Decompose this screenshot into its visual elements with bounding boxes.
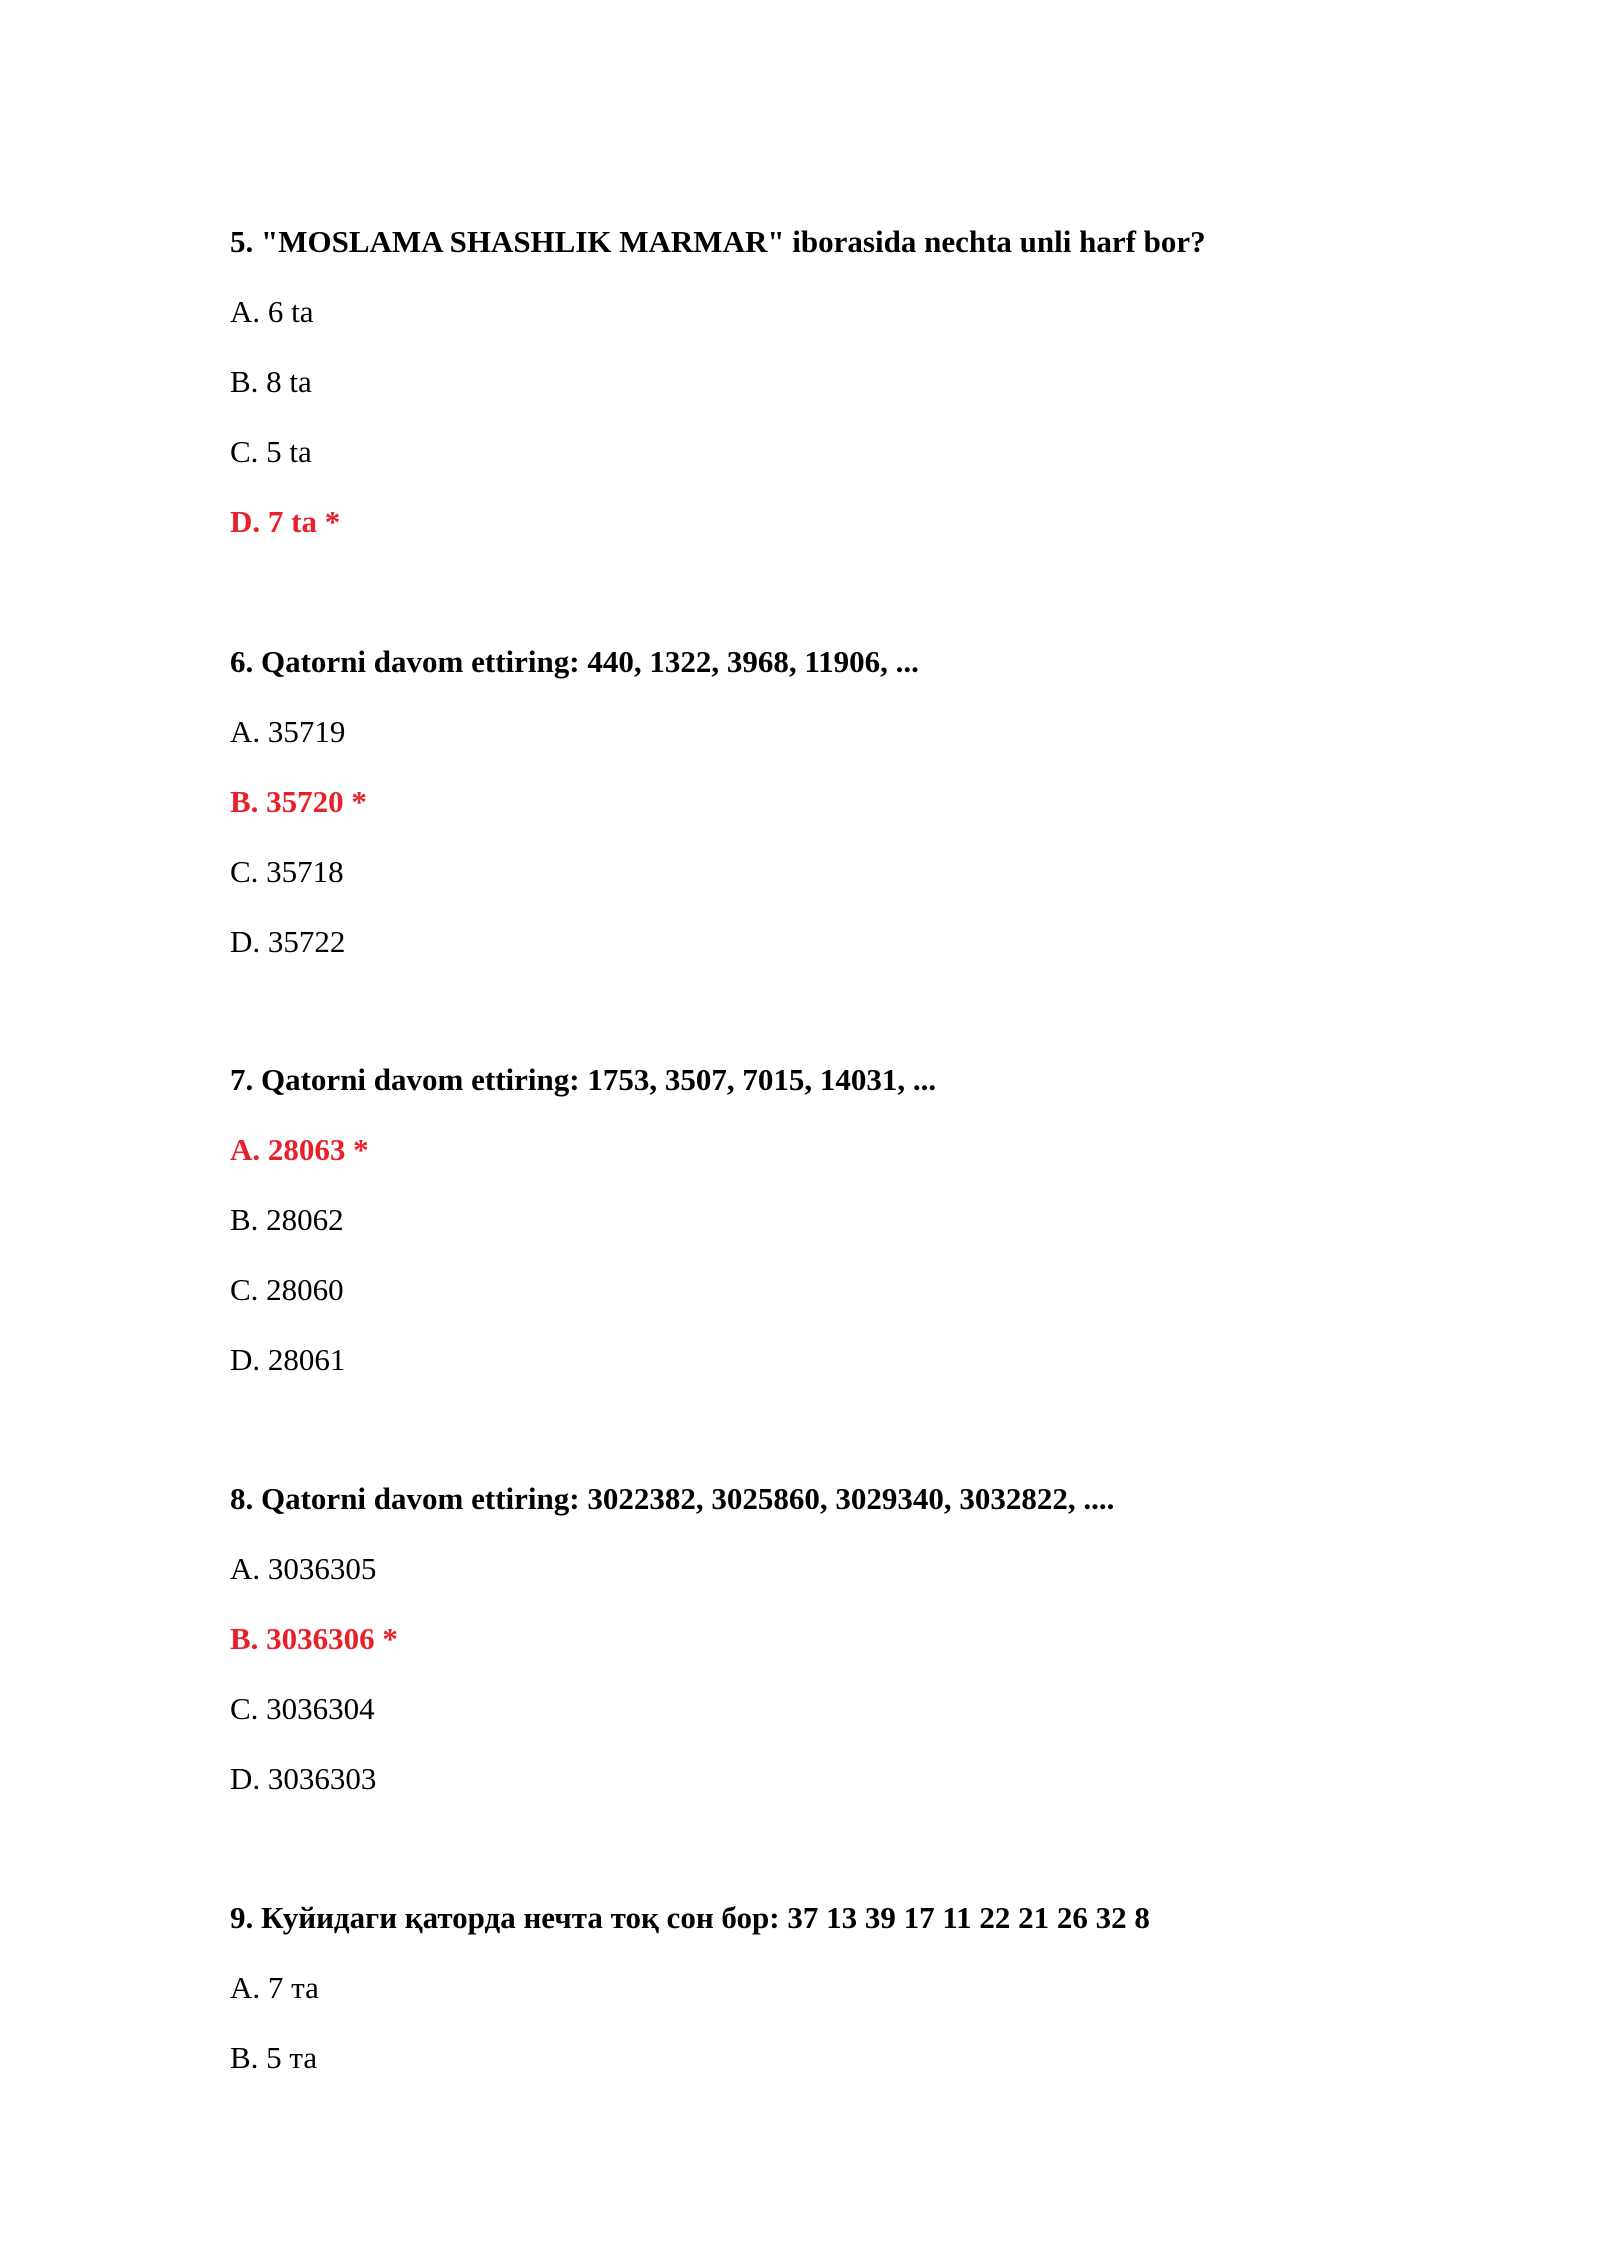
option-c: C. 28060 xyxy=(230,1272,344,1307)
option-b: B. 5 та xyxy=(230,2040,318,2075)
option-b-correct: B. 35720 * xyxy=(230,784,367,819)
question-6 xyxy=(230,644,1490,960)
question-7 xyxy=(230,1062,1490,1378)
question-9 xyxy=(230,1900,1490,2076)
question-text: 9. Куйидаги қаторда нечта тоқ сон бор: 37 13 39 17 11 22 21 26 32 8 xyxy=(230,1900,1150,1935)
option-a: A. 35719 xyxy=(230,714,346,749)
question-5 xyxy=(230,224,1490,540)
option-c: C. 5 ta xyxy=(230,434,312,469)
question-8 xyxy=(230,1481,1490,1797)
option-a: A. 6 ta xyxy=(230,294,314,329)
question-text: 7. Qatorni davom ettiring: 1753, 3507, 7015, 14031, ... xyxy=(230,1062,937,1097)
option-d-correct: D. 7 ta * xyxy=(230,504,341,539)
question-text: 8. Qatorni davom ettiring: 3022382, 3025860, 3029340, 3032822, .... xyxy=(230,1481,1115,1516)
question-text: 5. "MOSLAMA SHASHLIK MARMAR" iborasida nechta unli harf bor? xyxy=(230,224,1206,259)
option-c: C. 35718 xyxy=(230,854,344,889)
option-b: B. 8 ta xyxy=(230,364,312,399)
question-text: 6. Qatorni davom ettiring: 440, 1322, 3968, 11906, ... xyxy=(230,644,919,679)
option-a-correct: A. 28063 * xyxy=(230,1132,369,1167)
option-b: B. 28062 xyxy=(230,1202,344,1237)
option-a: A. 7 та xyxy=(230,1970,319,2005)
option-d: D. 28061 xyxy=(230,1342,346,1377)
option-c: C. 3036304 xyxy=(230,1691,375,1726)
option-d: D. 3036303 xyxy=(230,1761,377,1796)
option-a: A. 3036305 xyxy=(230,1551,377,1586)
option-b-correct: B. 3036306 * xyxy=(230,1621,398,1656)
option-d: D. 35722 xyxy=(230,924,346,959)
